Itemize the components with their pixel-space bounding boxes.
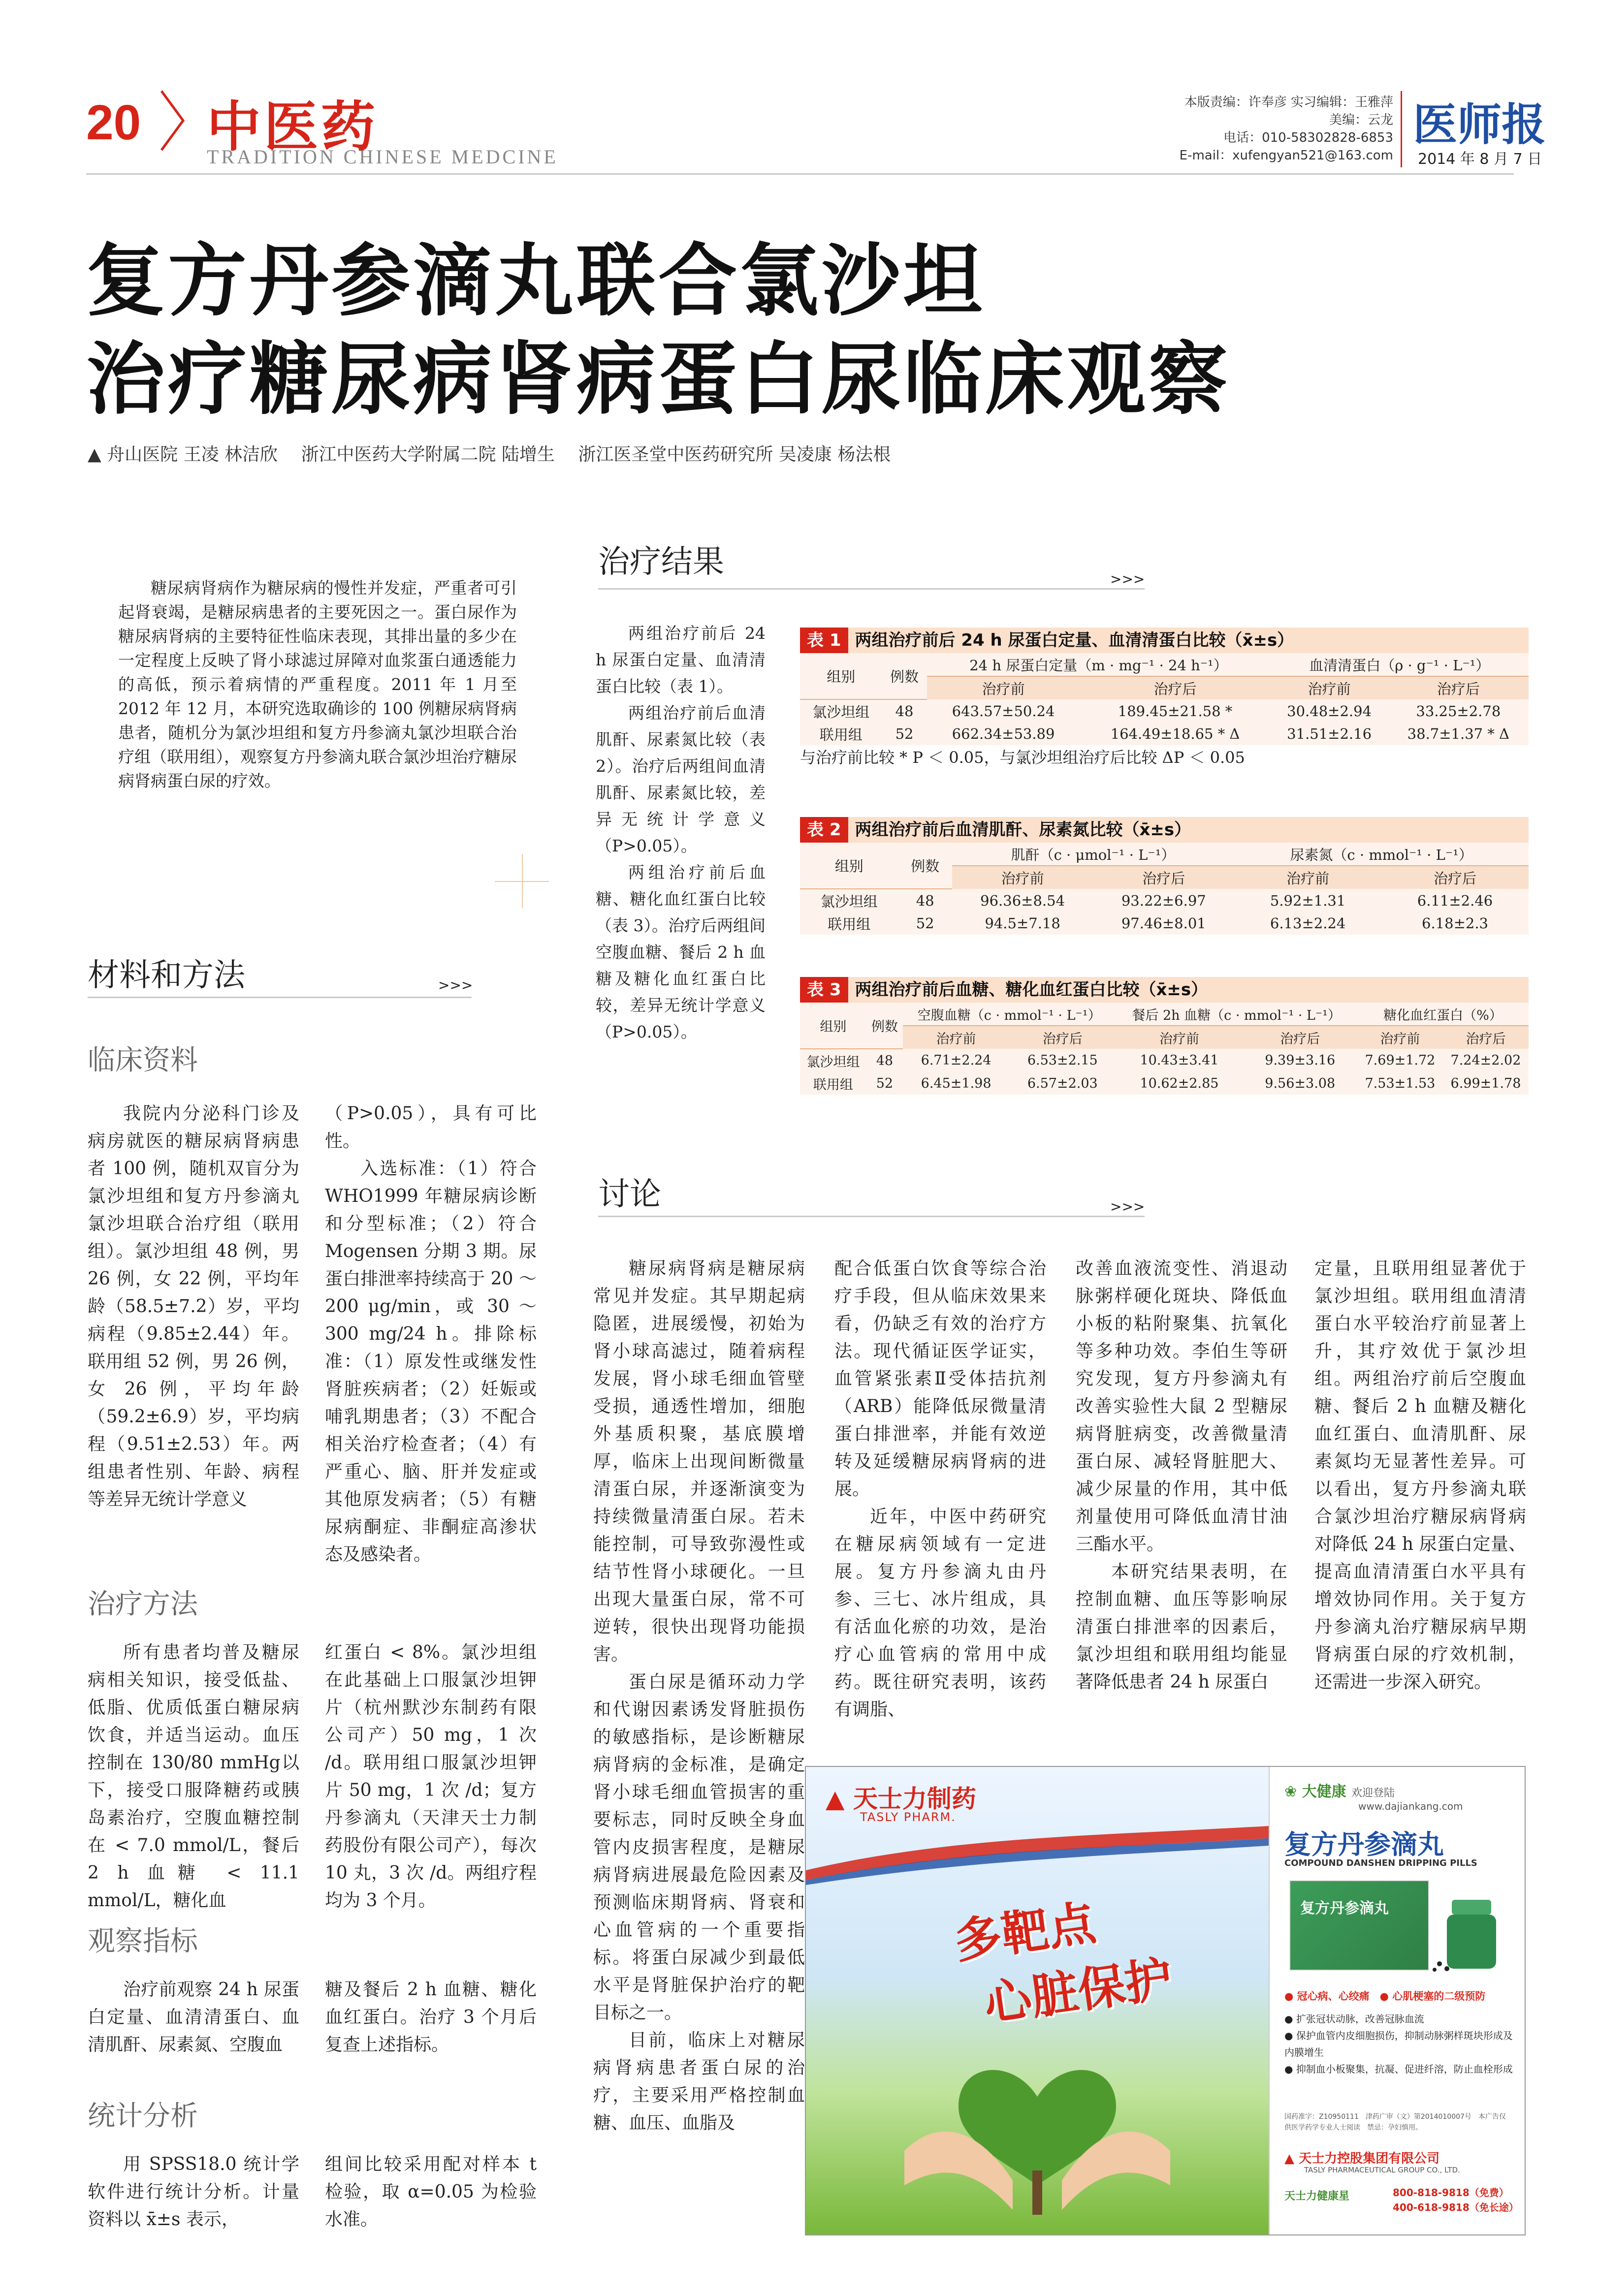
ad-swoosh-icon: [806, 1826, 1269, 1885]
group-name: ▲ 天士力控股集团有限公司: [1284, 2151, 1440, 2166]
credit-line: 本版责编：许奉彦 实习编辑：王雅萍: [1184, 95, 1393, 110]
hotline[interactable]: 800-818-9818（免费） 400-618-9818（免长途）: [1393, 2187, 1519, 2213]
ad-slogan-2: 心脏保护: [981, 1950, 1176, 2032]
approval-text: 国药准字：Z10950111 津药广审（文）第2014010007号 本广告仅供医学药学专业人士阅读 禁忌：孕妇慎用。: [1284, 2113, 1506, 2132]
text-treatment-col1: 所有患者均普及糖尿病相关知识，接受低盐、低脂、优质低蛋白糖尿病饮食，并适当运动。血压控制在 130/80 mmHg以下，接受口服降糖药或胰岛素治疗，空腹血糖控制在 < 7.0 mmol/L，餐后 2 h 血糖 < 11.1 mmol/L，糖化血: [88, 1642, 299, 1911]
table-row: 氯沙坦组 48 643.57±50.24 189.45±21.58 * 30.48±2.94 33.25±2.78: [812, 702, 1501, 721]
section-underline: [598, 588, 1145, 590]
advertisement[interactable]: [805, 1766, 1526, 2235]
section-title-en: TRADITION CHINESE MEDCINE: [207, 146, 558, 168]
table-1: [800, 628, 1529, 768]
pill-bottle-icon: [1432, 1890, 1511, 1974]
ad-product-panel: [1269, 1767, 1526, 2234]
text-stats-col1: 用 SPSS18.0 统计学软件进行统计分析。计量资料以 x̄±s 表示，: [88, 2154, 299, 2230]
section-title-cn: 中医药: [207, 95, 378, 158]
heart-tree-icon: [895, 2023, 1180, 2230]
health-star-brand: 天士力健康星: [1284, 2190, 1350, 2202]
table-title: 表 3 两组治疗前后血糖、糖化血红蛋白比较（x̄±s）: [800, 977, 1529, 1003]
arrows-icon: >>>: [1110, 1198, 1145, 1215]
text-observation-col2: 糖及餐后 2 h 血糖、糖化血红蛋白。治疗 3 个月后复查上述指标。: [325, 1980, 537, 2055]
text-stats-col2: 组间比较采用配对样本 t 检验，取 α=0.05 为检验水准。: [325, 2154, 537, 2230]
product-name: 复方丹参滴丸: [1284, 1829, 1444, 1860]
list-item: ● 抑制血小板聚集，抗凝、促进纤溶，防止血栓形成: [1284, 2063, 1513, 2075]
data-table: 组别 例数 24 h 尿蛋白定量（m · mg⁻¹ · 24 h⁻¹） 血清清蛋白（ρ · g⁻¹ · L⁻¹） 治疗前 治疗后 治疗前 治疗后 氯沙坦组 48 643.57±50.24 189.45±21.58 * 30.48±2.94 33.25±2.78 联用组 52 662.34±53.89 164.49±18.65 * Δ 31.51±2.16 38.7±1.37 * Δ: [800, 653, 1529, 745]
group-name-en: TASLY PHARMACEUTICAL GROUP CO., LTD.: [1304, 2166, 1460, 2174]
site-url[interactable]: www.dajiankang.com: [1358, 1800, 1463, 1812]
table-title: 表 1 两组治疗前后 24 h 尿蛋白定量、血清清蛋白比较（x̄±s）: [800, 628, 1529, 653]
product-name-en: COMPOUND DANSHEN DRIPPING PILLS: [1284, 1858, 1477, 1868]
arrows-icon: >>>: [438, 977, 473, 993]
text-discussion-col1: 糖尿病肾病是糖尿病常见并发症。其早期起病隐匿，进展缓慢，初始为肾小球高滤过，随着病程发展，肾小球毛细血管壁受损，通透性增加，细胞外基质积聚，基底膜增厚，临床上出现间断微量清蛋白尿，并逐渐演变为持续微量清蛋白尿。若未能控制，可导致弥漫性或结节性肾小球硬化。一旦出现大量蛋白尿，常不可逆转，很快出现肾功能损害。 蛋白尿是循环动力学和代谢因素诱发肾脏损伤的敏感指标，是诊断糖尿病肾病的金标准，是确定肾小球毛细血管损害的重要标志，同时反映全身血管内皮损害程度，是糖尿病肾病进展最危险因素及预测临床期肾病、肾衰和心血管病的一个重要指标。将蛋白尿减少到最低水平是肾脏保护治疗的靶目标之一。 目前，临床上对糖尿病肾病患者蛋白尿的治疗，主要采用严格控制血糖、血压、血脂及: [593, 1258, 805, 2133]
credit-line: E-mail：xufengyan521@163.com: [1179, 148, 1393, 163]
table-row: 联用组 52 94.5±7.18 97.46±8.01 6.13±2.24 6.18±2.3: [828, 915, 1489, 933]
table-note: 与治疗前比较 * P ＜ 0.05，与氯沙坦组治疗后比较 ΔP ＜ 0.05: [800, 748, 1245, 767]
data-table: 组别 例数 空腹血糖（c · mmol⁻¹ · L⁻¹） 餐后 2h 血糖（c · mmol⁻¹ · L⁻¹） 糖化血红蛋白（%） 治疗前 治疗后 治疗前 治疗后 治疗前 治疗后 氯沙坦组 48 6.71±2.24 6.53±2.15 10.43±3.41 9.39±3.16 7.69±1.72 7.24±2.02 联用组 52 6.45±1.98 6.57±2.03 10.62±2.85 9.56±3.08 7.53±1.53 6.99±1.78: [800, 1003, 1529, 1095]
text-discussion-col3: 改善血液流变性、消退动脉粥样硬化斑块、降低血小板的粘附聚集、抗氧化等多种功效。李伯生等研究发现，复方丹参滴丸有改善实验性大鼠 2 型糖尿病肾脏病变，改善微量清蛋白尿、减轻肾脏肥大、减少尿量的作用，其中低剂量使用可降低血清甘油三酯水平。 本研究结果表明，在控制血糖、血压等影响尿清蛋白排泄率的因素后，氯沙坦组和联用组均能显著降低患者 24 h 尿蛋白: [1076, 1258, 1287, 1692]
table-row: 氯沙坦组 48 6.71±2.24 6.53±2.15 10.43±3.41 9.39±3.16 7.69±1.72 7.24±2.02: [806, 1053, 1521, 1070]
text-treatment-col2: 红蛋白 < 8%。氯沙坦组在此基础上口服氯沙坦钾片（杭州默沙东制药有限公司产）50 mg，1 次 /d。联用组口服氯沙坦钾片 50 mg，1 次 /d；复方丹参滴丸（天津天士力制药股份有限公司产），每次 10 丸，3 次 /d。两组疗程均为 3 个月。: [325, 1642, 537, 1911]
ad-visual: [806, 1767, 1269, 2234]
subheading-treatment: 治疗方法: [88, 1588, 198, 1620]
headline-line: 治疗糖尿病肾病蛋白尿临床观察: [86, 333, 1231, 425]
site-logo: ❀ 大健康 欢迎登陆: [1284, 1783, 1395, 1800]
tasly-logo-icon: ▲: [1284, 2151, 1294, 2166]
section-underline: [598, 1216, 1145, 1217]
arrows-icon: >>>: [1110, 571, 1145, 587]
credit-line: 电话：010-58302828-6853: [1223, 130, 1393, 145]
table-row: 联用组 52 6.45±1.98 6.57±2.03 10.62±2.85 9.56±3.08 7.53±1.53 6.99±1.78: [813, 1075, 1521, 1093]
list-item: ● 保护血管内皮细胞损伤，抑制动脉粥样斑块形成及内膜增生: [1284, 2030, 1513, 2058]
table-row: 联用组 52 662.34±53.89 164.49±18.65 * Δ 31.51±2.16 38.7±1.37 * Δ: [819, 725, 1509, 743]
section-underline: [88, 997, 472, 998]
subheading-stats: 统计分析: [88, 2100, 198, 2132]
table-row: 氯沙坦组 48 96.36±8.54 93.22±6.97 5.92±1.31 6.11±2.46: [820, 892, 1493, 910]
text-results: 两组治疗前后 24 h 尿蛋白定量、血清清蛋白比较（表 1）。 两组治疗前后血清肌酐、尿素氮比较（表 2）。治疗后两组间血清肌酐、尿素氮比较，差异无统计学意义（P>0.05）。 两组治疗前后血糖、糖化血红蛋白比较（表 3）。治疗后两组间空腹血糖、餐后 2 h 血糖及糖化血红蛋白比较，差异无统计学意义（P>0.05）。: [596, 624, 766, 1041]
ad-brand: ▲ 天士力制药: [826, 1785, 976, 1813]
headline: [86, 231, 1230, 428]
headline-line: 复方丹参滴丸联合氯沙坦: [86, 234, 986, 327]
subheading-clinical: 临床资料: [88, 1044, 198, 1076]
section-heading-methods: 材料和方法: [88, 957, 245, 994]
abstract: 糖尿病肾病作为糖尿病的慢性并发症，严重者可引起肾衰竭，是糖尿病患者的主要死因之一。蛋白尿作为糖尿病肾病的主要特征性临床表现，其排出量的多少在一定程度上反映了肾小球滤过屏障对血浆蛋白通透能力的高低，预示着病情的严重程度。2011 年 1 月至 2012 年 12 月，本研究选取确诊的 100 例糖尿病肾病患者，随机分为氯沙坦组和复方丹参滴丸氯沙坦联合治疗组（联用组），观察复方丹参滴丸联合氯沙坦治疗糖尿病肾病蛋白尿的疗效。: [118, 578, 517, 790]
text-observation-col1: 治疗前观察 24 h 尿蛋白定量、血清清蛋白、血清肌酐、尿素氮、空腹血: [88, 1980, 299, 2055]
tasly-logo-icon: ▲: [826, 1785, 845, 1813]
credit-line: 美编：云龙: [1329, 113, 1393, 127]
product-box: 复方丹参滴丸: [1289, 1880, 1429, 1971]
ad-slogan-1: 多靶点: [951, 1895, 1099, 1970]
chevron-right-icon: [158, 89, 187, 153]
table-2: [800, 817, 1529, 935]
issue-date: 2014 年 8 月 7 日: [1418, 151, 1542, 168]
ad-brand-en: TASLY PHARM.: [860, 1810, 956, 1824]
leaf-icon: ❀: [1284, 1783, 1297, 1800]
author-line: ▲ 舟山医院 王凌 林洁欣 浙江中医药大学附属二院 陆增生 浙江医圣堂中医药研究所 吴凌康 杨法根: [88, 444, 891, 465]
header-divider: [1401, 91, 1402, 167]
page-number: 20: [86, 95, 141, 150]
text-discussion-col2: 配合低蛋白饮食等综合治疗手段，但从临床效果来看，仍缺乏有效的治疗方法。现代循证医学证实，血管紧张素Ⅱ受体拮抗剂（ARB）能降低尿微量清蛋白排泄率，并能有效逆转及延缓糖尿病肾病的进展。 近年，中医中药研究在糖尿病领域有一定进展。复方丹参滴丸由丹参、三七、冰片组成，具有活血化瘀的功效，是治疗心血管病的常用中成药。既往研究表明，该药有调脂、: [834, 1258, 1046, 1720]
section-heading-discussion: 讨论: [598, 1176, 661, 1213]
indications: ● 冠心病、心绞痛 ● 心肌梗塞的二级预防: [1284, 1990, 1486, 2002]
masthead-logo: 医师报: [1413, 98, 1546, 151]
text-clinical-col2: （P>0.05），具有可比性。 入选标准：（1）符合 WHO1999 年糖尿病诊断和分型标准；（2）符合 Mogensen 分期 3 期。尿蛋白排泄率持续高于 20 ～ 200 μg/min，或 30 ～ 300 mg/24 h。排除标准：（1）原发性或继发性肾脏疾病者；（2）妊娠或哺乳期患者；（3）不配合相关治疗检查者；（4）有严重心、脑、肝并发症或其他原发病者；（5）有糖尿病酮症、非酮症高渗状态及感染者。: [325, 1103, 537, 1565]
list-item: ● 扩张冠状动脉，改善冠脉血流: [1284, 2013, 1424, 2025]
section-heading-results: 治疗结果: [598, 544, 724, 580]
editor-credits: [1132, 94, 1393, 164]
decorative-crosshair: [495, 854, 549, 908]
table-3: [800, 977, 1529, 1095]
text-clinical-col1: 我院内分泌科门诊及病房就医的糖尿病肾病患者 100 例，随机双盲分为氯沙坦组和复方丹参滴丸氯沙坦联合治疗组（联用组）。氯沙坦组 48 例，男 26 例，女 22 例，平均年龄（58.5±7.2）岁，平均病程（9.85±2.44）年。联用组 52 例，男 26 例，女 26 例，平均年龄（59.2±6.9）岁，平均病程（9.51±2.53）年。两组患者性别、年龄、病程等差异无统计学意义: [88, 1103, 299, 1510]
text-discussion-col4: 定量，且联用组显著优于氯沙坦组。联用组血清清蛋白水平较治疗前显著上升，其疗效优于氯沙坦组。两组治疗前后空腹血糖、餐后 2 h 血糖及糖化血红蛋白、血清肌酐、尿素氮均无显著性差异。可以看出，复方丹参滴丸联合氯沙坦治疗糖尿病肾病对降低 24 h 尿蛋白定量、提高血清清蛋白水平具有增效协同作用。关于复方丹参滴丸治疗糖尿病早期肾病蛋白尿的疗效机制，还需进一步深入研究。: [1314, 1258, 1526, 1692]
data-table: 组别 例数 肌酐（c · μmol⁻¹ · L⁻¹） 尿素氮（c · mmol⁻¹ · L⁻¹） 治疗前 治疗后 治疗前 治疗后 氯沙坦组 48 96.36±8.54 93.22±6.97 5.92±1.31 6.11±2.46 联用组 52 94.5±7.18 97.46±8.01 6.13±2.24 6.18±2.3: [800, 843, 1529, 935]
table-title: 表 2 两组治疗前后血清肌酐、尿素氮比较（x̄±s）: [800, 817, 1529, 843]
subheading-observation: 观察指标: [88, 1925, 198, 1957]
header-rule: [86, 173, 1514, 175]
benefit-list: [1284, 2011, 1516, 2077]
